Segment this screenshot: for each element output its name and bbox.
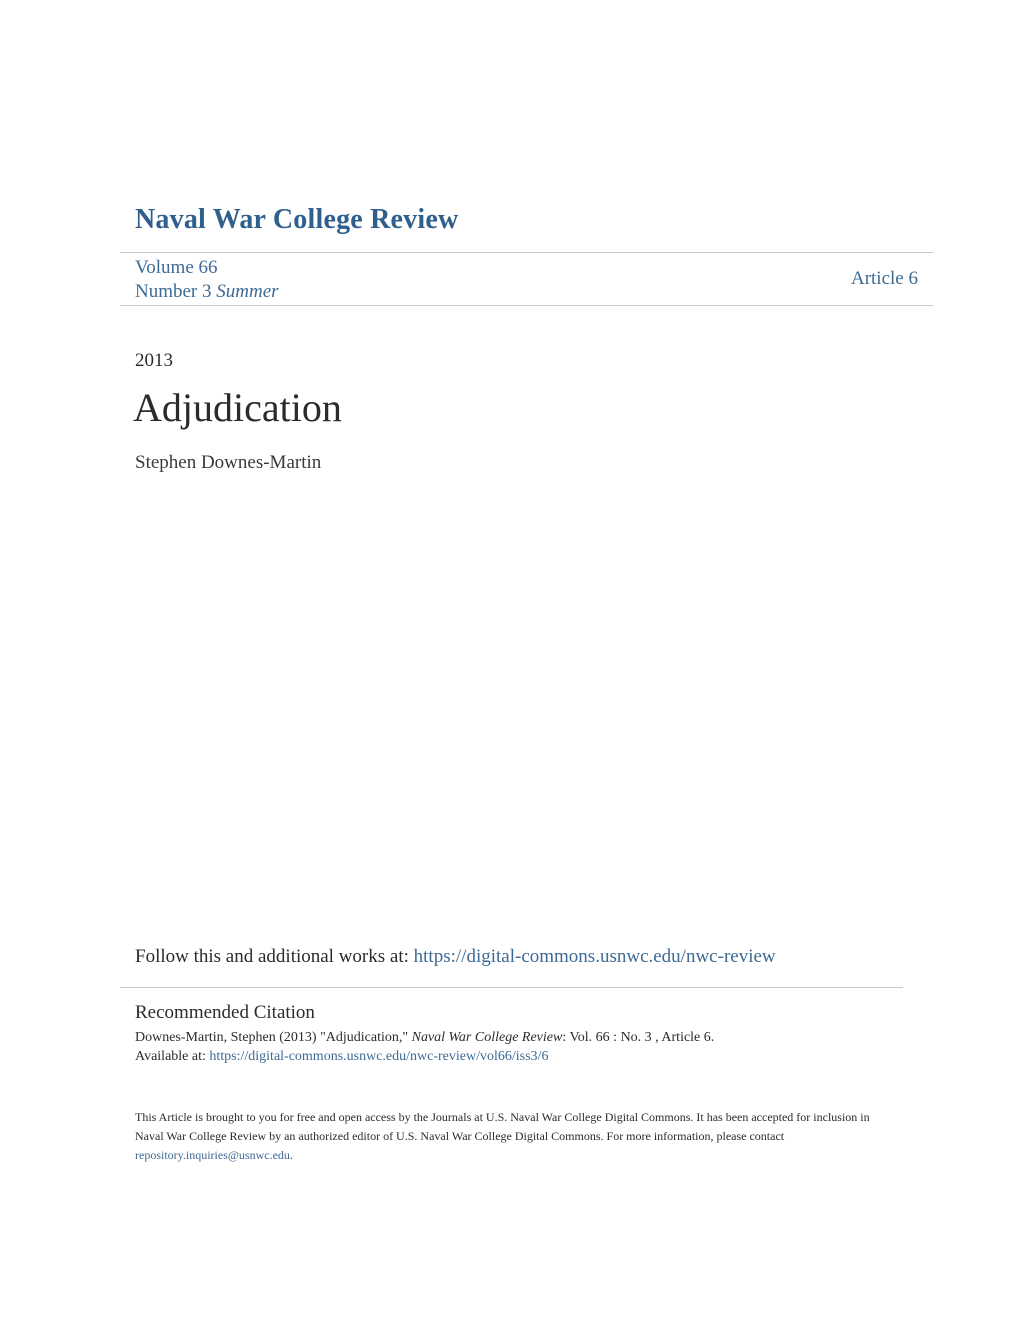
citation-text-end: : Vol. 66 : No. 3 , Article 6.	[562, 1030, 715, 1045]
follow-label: Follow this and additional works at:	[135, 946, 414, 967]
access-notice-text: This Article is brought to you for free and open access by the Journals at U.S. Naval War College Digital Commons. It has been accepted for inclusion in Naval War College Review by an authorized editor of U.S. Naval War College Digital Commons. For more information, please contact	[135, 1110, 870, 1143]
header-bottom-rule	[120, 305, 933, 306]
article-number-link[interactable]: Article 6	[850, 268, 918, 289]
access-notice	[135, 1108, 895, 1165]
header-top-rule	[120, 252, 933, 253]
publication-year: 2013	[135, 350, 173, 371]
citation-heading: Recommended Citation	[135, 1002, 315, 1023]
issue-link[interactable]	[135, 281, 279, 302]
available-url-link[interactable]: https://digital-commons.usnwc.edu/nwc-review/vol66/iss3/6	[209, 1049, 549, 1064]
citation-text-start: Downes-Martin, Stephen (2013) "Adjudication,"	[135, 1030, 412, 1045]
citation-text	[135, 1028, 714, 1066]
access-notice-end: .	[289, 1148, 293, 1162]
contact-email-link[interactable]: repository.inquiries@usnwc.edu	[135, 1148, 290, 1162]
issue-number: Number 3	[135, 281, 212, 302]
follow-url-link[interactable]: https://digital-commons.usnwc.edu/nwc-review	[413, 946, 776, 967]
citation-journal: Naval War College Review	[411, 1030, 563, 1045]
citation-rule	[120, 987, 903, 988]
volume-link[interactable]: Volume 66	[135, 257, 218, 278]
issue-season: Summer	[216, 281, 279, 302]
follow-line	[135, 946, 776, 968]
article-title: Adjudication	[133, 385, 342, 430]
article-author: Stephen Downes-Martin	[135, 452, 322, 473]
journal-title: Naval War College Review	[135, 204, 459, 235]
volume-block	[135, 256, 279, 304]
available-label: Available at:	[135, 1049, 210, 1064]
